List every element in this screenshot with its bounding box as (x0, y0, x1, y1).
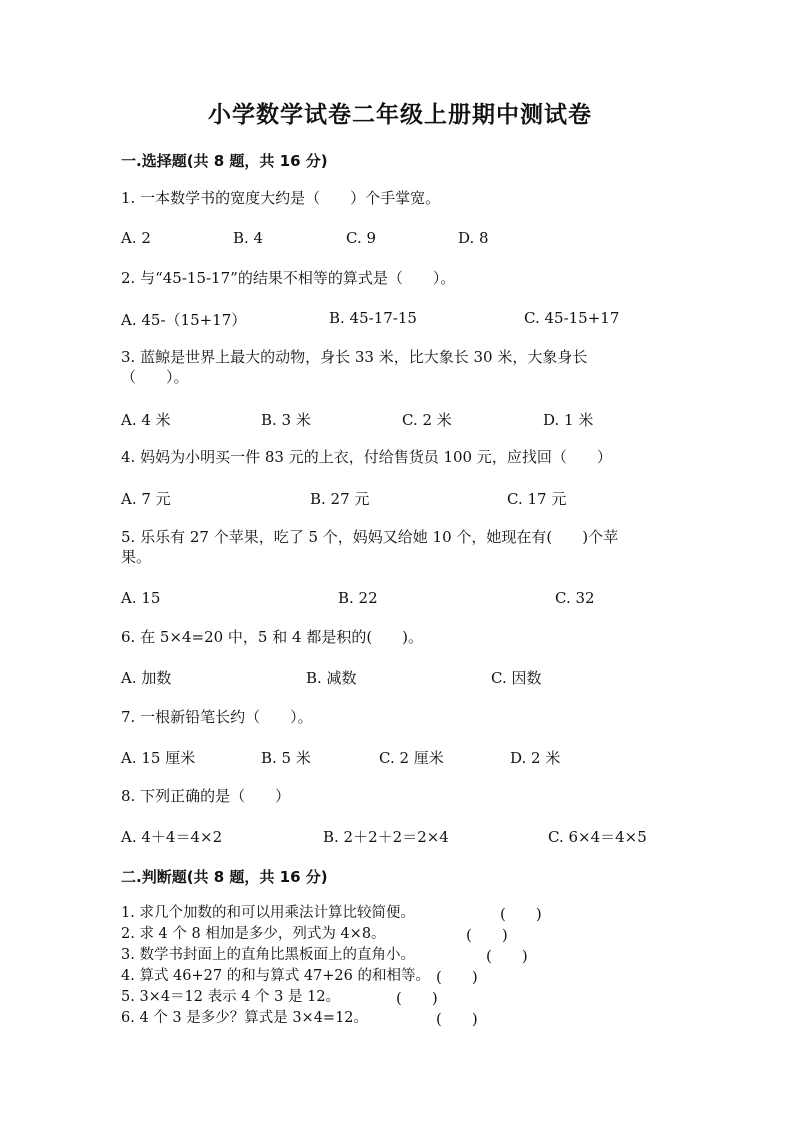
question-text: 4. 妈妈为小明买一件 83 元的上衣，付给售货员 100 元，应找回（ ） (121, 448, 612, 466)
question-4 (121, 447, 612, 467)
option-a: A. 4＋4＝4×2 (121, 828, 223, 846)
question-text-continued: （ ）。 (121, 368, 189, 386)
option-d: D. 8 (458, 229, 489, 247)
question-6 (121, 627, 423, 647)
answer-bracket: ( ) (396, 989, 438, 1007)
question-text: 8. 下列正确的是（ ） (121, 787, 291, 805)
question-text: 1. 一本数学书的宽度大约是（ ）个手掌宽。 (121, 189, 441, 207)
section-choice-heading: 一.选择题(共 8 题，共 16 分) (121, 152, 328, 170)
option-b: B. 3 米 (261, 411, 311, 429)
option-c: C. 45-15+17 (524, 309, 620, 327)
question-text: 6. 在 5×4=20 中，5 和 4 都是积的( )。 (121, 628, 424, 646)
answer-bracket: ( ) (500, 905, 542, 923)
judgement-item: 4. 算式 46+27 的和与算式 47+26 的和相等。 (121, 968, 430, 984)
question-2 (121, 268, 455, 288)
option-b: B. 2＋2＋2＝2×4 (323, 828, 449, 846)
question-8 (121, 786, 290, 806)
option-a: A. 7 元 (121, 490, 171, 508)
question-text: 3. 蓝鲸是世界上最大的动物，身长 33 米，比大象长 30 米，大象身长 (121, 348, 588, 366)
option-b: B. 4 (233, 229, 264, 247)
question-text: 2. 与“45-15-17”的结果不相等的算式是（ ）。 (121, 269, 456, 287)
option-b: B. 22 (338, 589, 378, 607)
option-a: A. 15 (121, 589, 161, 607)
answer-bracket: ( ) (436, 1010, 478, 1028)
question-7 (121, 707, 313, 727)
judgement-item: 6. 4 个 3 是多少？算式是 3×4=12。 (121, 1010, 369, 1026)
question-3 (121, 347, 587, 387)
question-1 (121, 188, 440, 208)
option-b: B. 45-17-15 (329, 309, 417, 327)
section-judgement-heading: 二.判断题(共 8 题，共 16 分) (121, 868, 328, 886)
option-c: C. 9 (346, 229, 377, 247)
option-d: D. 1 米 (543, 411, 594, 429)
option-c: C. 2 厘米 (379, 749, 444, 767)
answer-bracket: ( ) (466, 926, 508, 944)
judgement-item: 2. 求 4 个 8 相加是多少，列式为 4×8。 (121, 926, 386, 942)
option-c: C. 6×4＝4×5 (548, 828, 647, 846)
option-a: A. 4 米 (121, 411, 171, 429)
option-a: A. 45-（15+17） (121, 311, 247, 329)
option-d: D. 2 米 (510, 749, 561, 767)
answer-bracket: ( ) (436, 968, 478, 986)
question-5 (121, 527, 618, 567)
judgement-item: 1. 求几个加数的和可以用乘法计算比较简便。 (121, 905, 415, 921)
option-b: B. 5 米 (261, 749, 311, 767)
option-c: C. 17 元 (507, 490, 567, 508)
question-text: 7. 一根新铅笔长约（ ）。 (121, 708, 313, 726)
option-c: C. 32 (555, 589, 595, 607)
option-a: A. 加数 (121, 669, 172, 687)
question-text: 5. 乐乐有 27 个苹果，吃了 5 个，妈妈又给她 10 个，她现在有( )个苹 (121, 528, 619, 546)
option-c: C. 因数 (491, 669, 542, 687)
page-title: 小学数学试卷二年级上册期中测试卷 (208, 102, 592, 128)
option-b: B. 减数 (306, 669, 357, 687)
answer-bracket: ( ) (486, 947, 528, 965)
option-a: A. 15 厘米 (121, 749, 196, 767)
option-a: A. 2 (121, 229, 151, 247)
judgement-item: 5. 3×4＝12 表示 4 个 3 是 12。 (121, 989, 341, 1005)
option-b: B. 27 元 (310, 490, 370, 508)
option-c: C. 2 米 (402, 411, 452, 429)
question-text-continued: 果。 (121, 548, 152, 566)
judgement-item: 3. 数学书封面上的直角比黑板面上的直角小。 (121, 947, 415, 963)
